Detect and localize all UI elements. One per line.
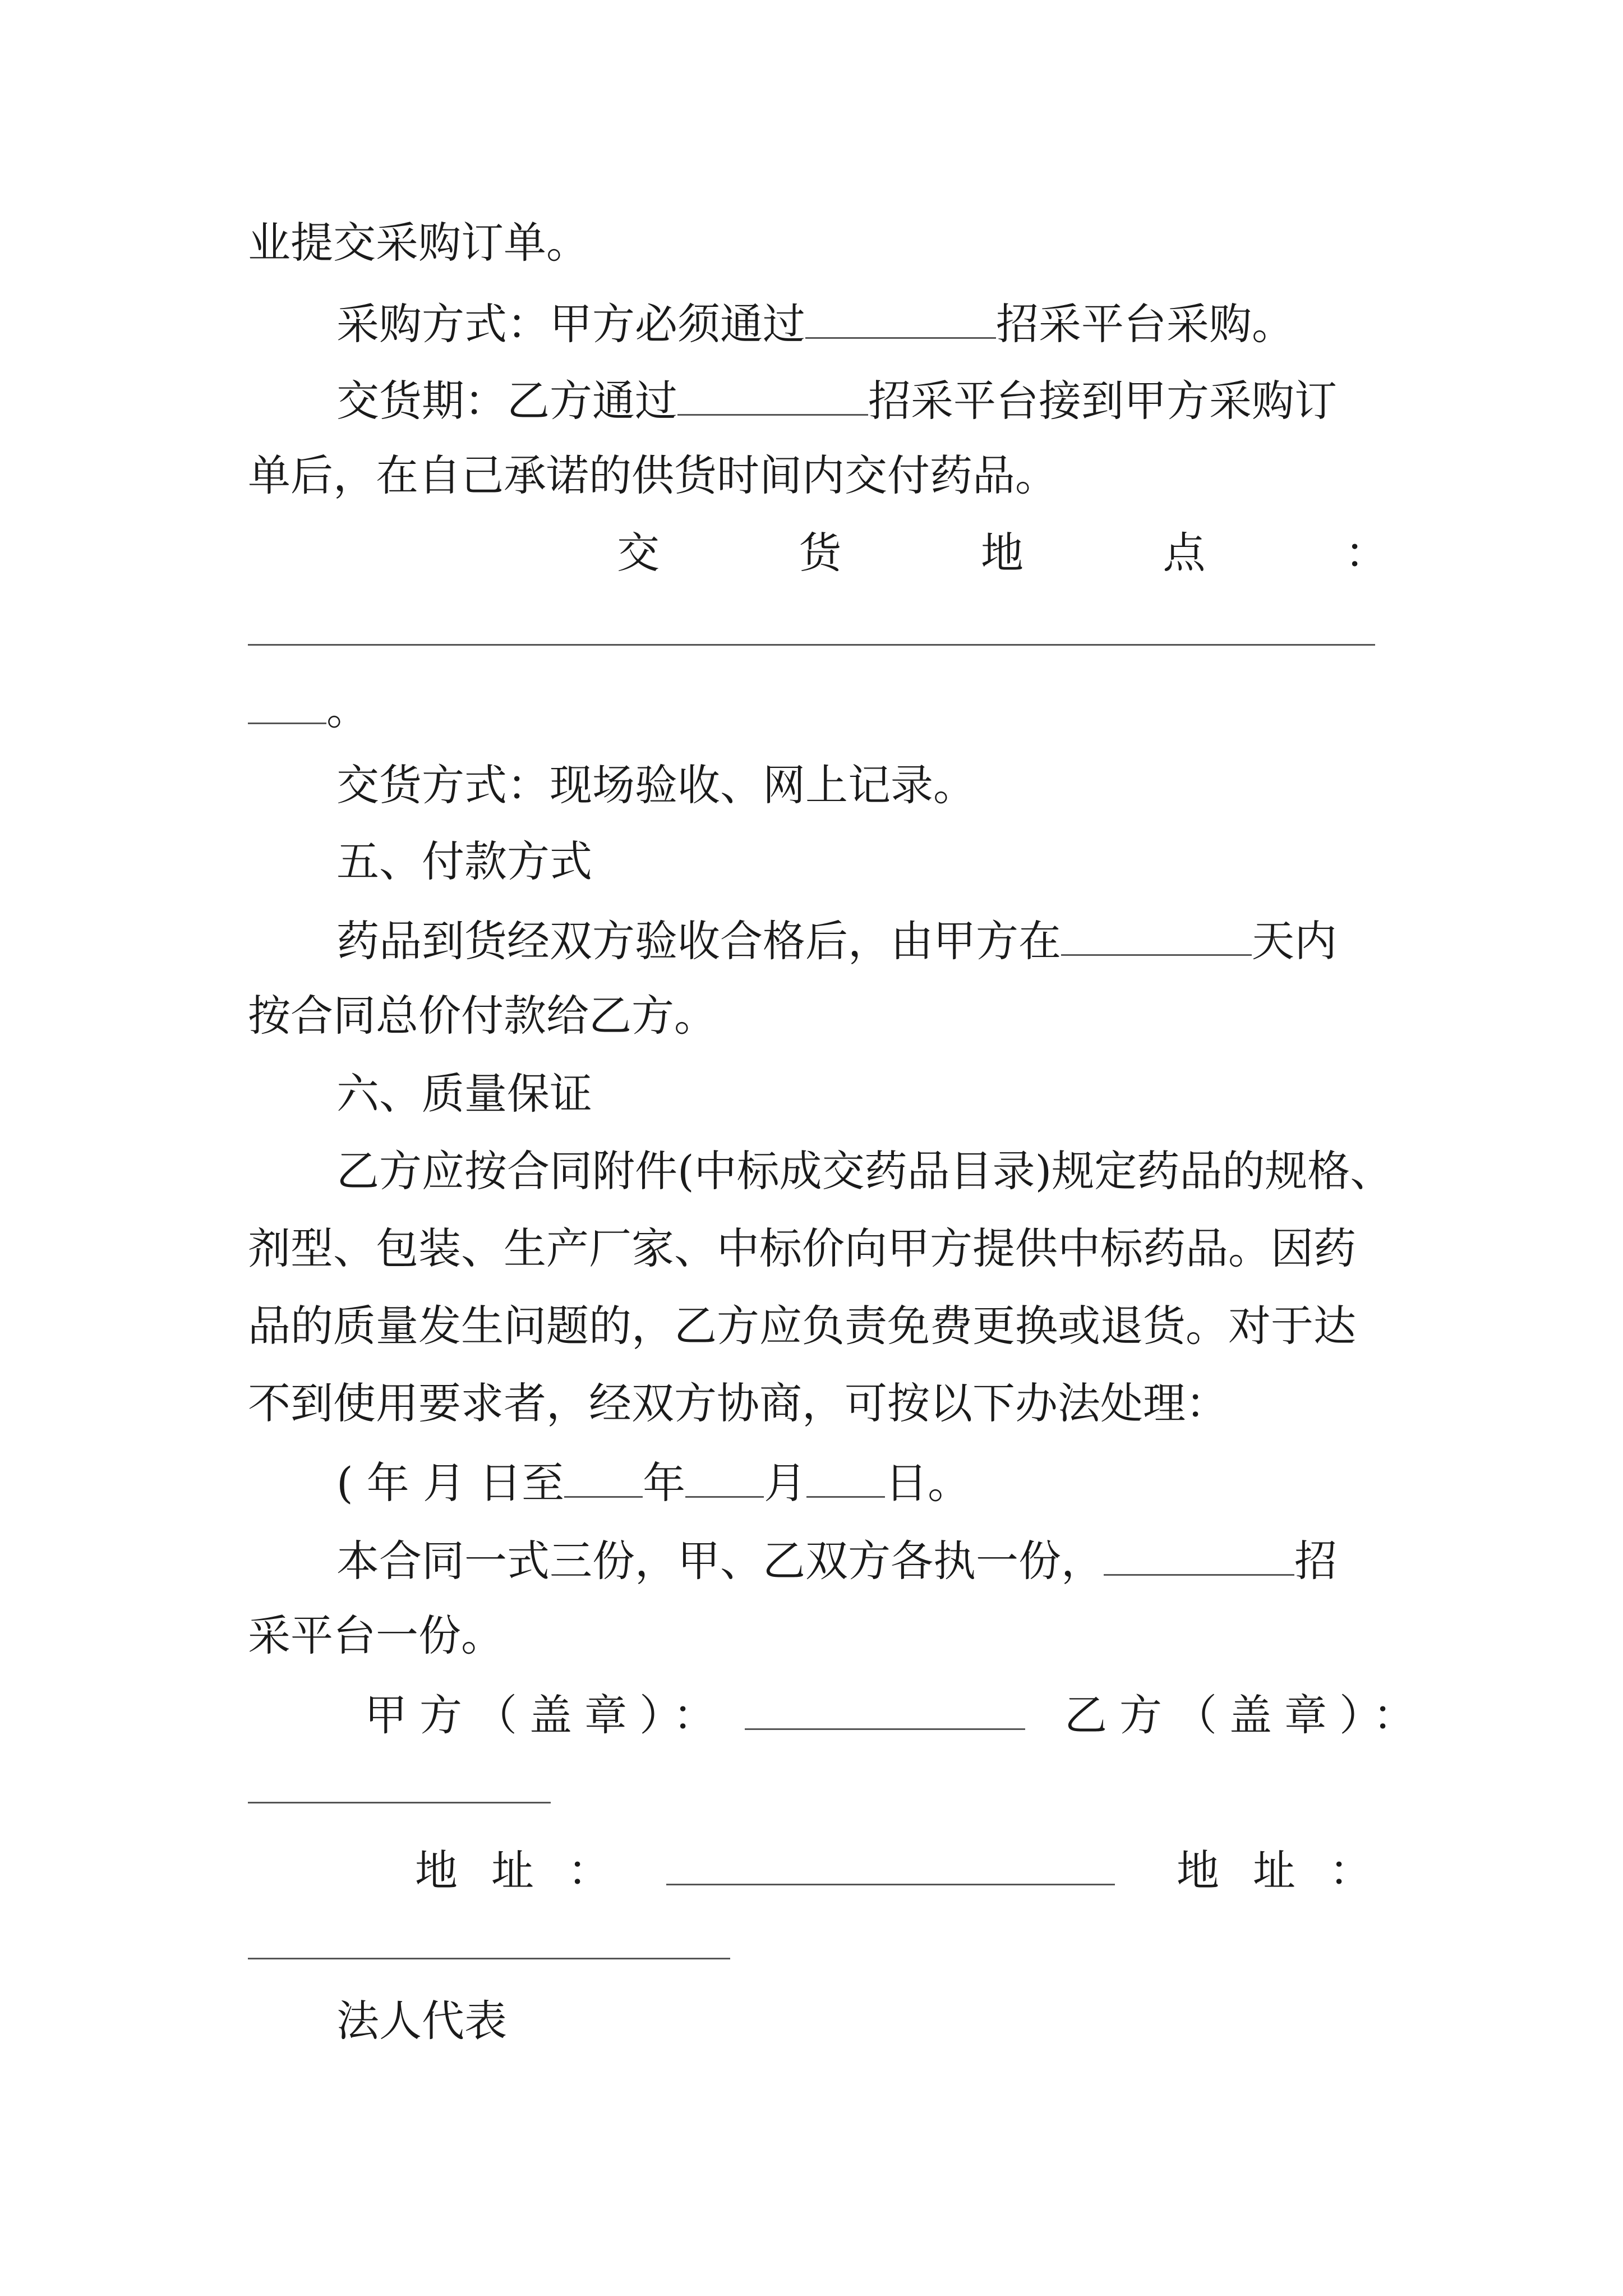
text-line-15: 不到使用要求者，经双方协商，可按以下办法处理： xyxy=(248,1378,1228,1428)
delivery-place-char: 点 xyxy=(1163,528,1206,578)
delivery-period-line xyxy=(336,376,1387,426)
copies-tail: 招 xyxy=(1294,1536,1337,1586)
address-line xyxy=(415,1846,1405,1895)
month-blank xyxy=(685,1459,764,1498)
party-a-address-label: 地址： xyxy=(415,1846,644,1895)
payment-days-blank xyxy=(1061,917,1252,956)
month-label: 月 xyxy=(764,1458,807,1508)
party-b-address-label: 地址： xyxy=(1177,1846,1405,1895)
text-line-10: 按合同总价付款给乙方。 xyxy=(248,991,717,1041)
platform-name-blank xyxy=(677,377,868,416)
delivery-place-char: 地 xyxy=(981,528,1023,578)
copies-line xyxy=(336,1536,1387,1586)
payment-terms-label: 药品到货经双方验收合格后，由甲方在 xyxy=(336,916,1061,966)
date-range-start: ( 年 月 日至 xyxy=(336,1458,565,1508)
delivery-place-char: ： xyxy=(1345,528,1387,578)
delivery-place-blank-end xyxy=(248,685,326,724)
text-line-12: 乙方应按合同附件(中标成交药品目录)规定药品的规格、 xyxy=(336,1146,1393,1196)
delivery-period-tail: 招采平台接到甲方采购订 xyxy=(868,376,1337,426)
period-mark: 。 xyxy=(326,684,369,734)
copies-label: 本合同一式三份，甲、乙双方各执一份， xyxy=(336,1536,1104,1586)
delivery-place-line xyxy=(617,528,1387,578)
purchase-method-tail: 招采平台采购。 xyxy=(996,299,1294,349)
day-blank xyxy=(806,1459,885,1498)
delivery-place-char: 交 xyxy=(617,528,660,578)
party-b-address-blank xyxy=(248,1958,730,1959)
text-line-1: 业提交采购订单。 xyxy=(248,218,589,268)
party-seal-line xyxy=(365,1690,1428,1740)
delivery-place-end-line xyxy=(248,684,1387,734)
year-label: 年 xyxy=(643,1458,686,1508)
date-range-line xyxy=(336,1458,1387,1508)
purchase-method-label: 采购方式：甲方必须通过 xyxy=(336,299,805,349)
year-blank xyxy=(564,1459,643,1498)
party-a-address-blank xyxy=(666,1847,1115,1885)
platform-name-blank xyxy=(1104,1537,1294,1576)
delivery-place-blank xyxy=(248,644,1375,646)
party-b-seal-label: 乙方（盖章）： xyxy=(1064,1690,1428,1740)
text-line-18: 采平台一份。 xyxy=(248,1611,504,1660)
delivery-mode-line: 交货方式：现场验收、网上记录。 xyxy=(336,760,976,810)
platform-name-blank xyxy=(805,300,996,339)
section-heading-payment: 五、付款方式 xyxy=(336,836,592,886)
text-line-13: 剂型、包装、生产厂家、中标价向甲方提供中标药品。因药 xyxy=(248,1223,1356,1273)
text-line-4: 单后，在自己承诺的供货时间内交付药品。 xyxy=(248,450,1058,500)
legal-representative-label: 法人代表 xyxy=(336,1996,507,2046)
day-label: 日。 xyxy=(885,1458,971,1508)
text-line-14: 品的质量发生问题的，乙方应负责免费更换或退货。对于达 xyxy=(248,1301,1356,1351)
party-a-seal-label: 甲方（盖章）： xyxy=(365,1690,728,1740)
party-a-seal-blank xyxy=(745,1691,1025,1730)
delivery-place-char: 货 xyxy=(799,528,842,578)
payment-terms-tail: 天内 xyxy=(1252,916,1337,966)
purchase-method-line xyxy=(336,299,1387,349)
payment-terms-line xyxy=(336,916,1387,966)
party-b-seal-blank xyxy=(248,1802,551,1803)
section-heading-quality: 六、质量保证 xyxy=(336,1069,592,1119)
delivery-period-label: 交货期：乙方通过 xyxy=(336,376,677,426)
